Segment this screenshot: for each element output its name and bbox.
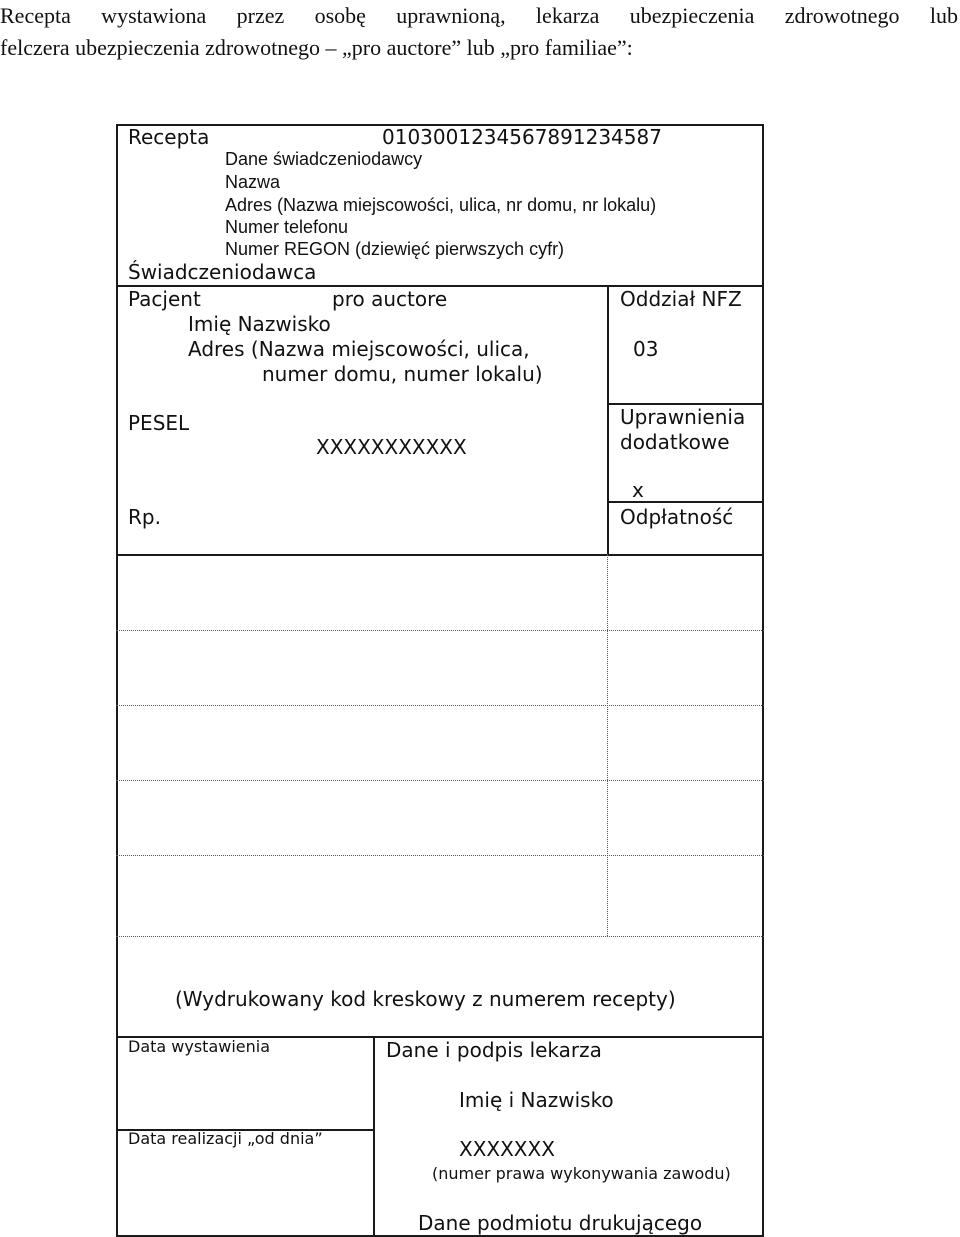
provider-regon: Numer REGON (dziewięć pierwszych cyfr) — [225, 239, 565, 259]
rp-row-divider — [116, 780, 764, 781]
intro-line-1: Recepta wystawiona przez osobę uprawnioną, lekarza ubezpieczenia zdrowotnego lub — [0, 3, 958, 28]
nfz-label: Oddział NFZ — [620, 287, 742, 311]
permissions-label-line1: Uprawnienia — [620, 405, 746, 429]
provider-name: Nazwa — [225, 172, 281, 192]
rp-row-divider — [116, 936, 764, 937]
rp-row-divider — [116, 705, 764, 706]
printer-label: Dane podmiotu drukującego — [418, 1211, 703, 1235]
patient-address-line2: numer domu, numer lokalu) — [262, 362, 543, 386]
patient-name: Imię Nazwisko — [188, 312, 331, 336]
pesel-label: PESEL — [128, 411, 190, 435]
doctor-license-label: (numer prawa wykonywania zawodu) — [432, 1164, 731, 1183]
permissions-label-line2: dodatkowe — [620, 430, 730, 454]
rp-label: Rp. — [128, 505, 161, 529]
nfz-value: 03 — [633, 337, 659, 361]
issue-date-label: Data wystawienia — [128, 1037, 271, 1056]
permissions-value: x — [632, 478, 644, 502]
divider-dates-doctor — [373, 1036, 375, 1237]
prescription-title: Recepta — [128, 125, 210, 149]
realization-date-label: Data realizacji „od dnia” — [128, 1129, 323, 1148]
divider-rp-rows — [116, 554, 764, 556]
provider-address: Adres (Nazwa miejscowości, ulica, nr domu, nr lokalu) — [225, 195, 657, 215]
doctor-name: Imię i Nazwisko — [459, 1088, 614, 1112]
prescription-number: 0103001234567891234587 — [382, 125, 662, 149]
rp-row-divider — [116, 630, 764, 631]
provider-label: Świadczeniodawca — [128, 260, 317, 284]
divider-permissions-payment — [607, 501, 764, 503]
rp-row-divider — [116, 855, 764, 856]
pesel-value: XXXXXXXXXXX — [316, 435, 467, 459]
patient-mode: pro auctore — [332, 287, 448, 311]
rp-column-divider — [607, 554, 608, 936]
provider-header: Dane świadczeniodawcy — [225, 149, 423, 169]
patient-address-line1: Adres (Nazwa miejscowości, ulica, — [188, 337, 530, 361]
intro-line-2: felczera ubezpieczenia zdrowotnego – „pro auctore” lub „pro familiae”: — [0, 35, 633, 60]
payment-label: Odpłatność — [620, 505, 734, 529]
provider-phone: Numer telefonu — [225, 217, 349, 237]
barcode-placeholder-text: (Wydrukowany kod kreskowy z numerem recepty) — [175, 987, 676, 1011]
doctor-header: Dane i podpis lekarza — [386, 1038, 602, 1062]
doctor-license-value: XXXXXXX — [459, 1137, 555, 1161]
patient-label: Pacjent — [128, 287, 201, 311]
divider-patient-nfz — [607, 285, 609, 555]
